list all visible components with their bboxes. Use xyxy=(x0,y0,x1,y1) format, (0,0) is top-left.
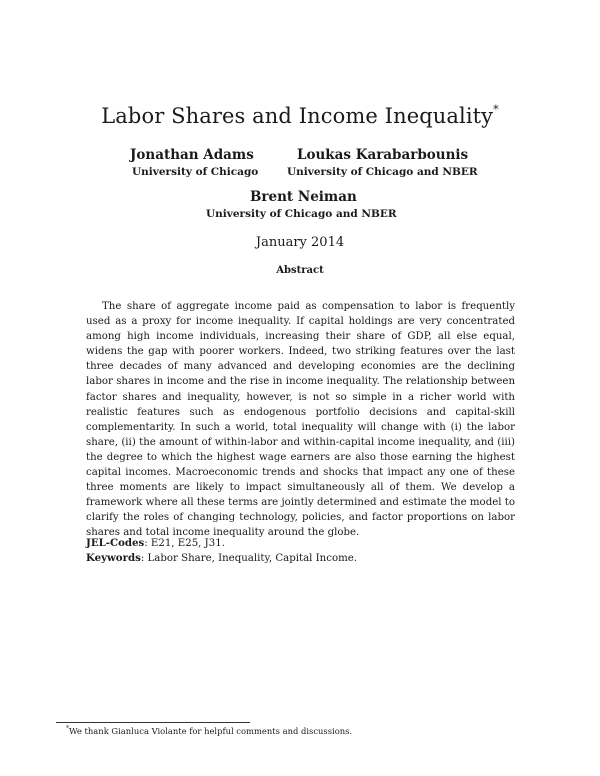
author-affiliation: University of Chicago and NBER xyxy=(206,208,397,220)
paper-date: January 2014 xyxy=(255,235,345,250)
title-footnote-mark: * xyxy=(493,103,499,116)
jel-codes-label: JEL-Codes xyxy=(86,537,145,549)
abstract-body: The share of aggregate income paid as compensation to labor is frequently used as a proxy for income inequality. If capital holdings are very concentrated among high income individuals, increasing their share of GDP, all else equal, widens the gap with poorer workers. Indeed, two striking features over the last three decades of many advanced and developing economies are the declining labor shares in income and the rise in income inequality. The relationship between factor shares and inequality, however, is not so simple in a richer world with realistic features such as endogenous portfolio decisions and capital-skill complementarity. In such a world, total inequality will change with (i) the labor share, (ii) the amount of within-labor and within-capital income inequality, and (iii) the degree to which the highest wage earners are also those earning the highest capital incomes. Macroeconomic trends and shocks that impact any one of these three moments are likely to impact simultaneously all of them. We develop a framework where all these terms are jointly determined and estimate the model to clarify the roles of changing technology, policies, and factor proportions on labor shares and total income inequality around the globe. xyxy=(86,301,515,539)
keywords-value: : Labor Share, Inequality, Capital Income. xyxy=(140,553,358,564)
abstract-heading: Abstract xyxy=(276,265,324,276)
keywords-label: Keywords xyxy=(86,552,141,564)
paper-title xyxy=(0,104,600,128)
jel-codes-value: : E21, E25, J31. xyxy=(144,538,225,549)
author-affiliation: University of Chicago and NBER xyxy=(287,166,478,178)
author-affiliation: University of Chicago xyxy=(132,166,259,178)
footnote xyxy=(66,725,352,736)
jel-codes-line xyxy=(86,537,225,549)
footnote-text: We thank Gianluca Violante for helpful comments and discussions. xyxy=(69,725,353,736)
author-name: Loukas Karabarbounis xyxy=(297,147,469,163)
author-name: Jonathan Adams xyxy=(130,147,254,163)
keywords-line xyxy=(86,552,357,564)
title-text: Labor Shares and Income Inequality xyxy=(101,104,494,128)
footnote-rule xyxy=(56,722,250,723)
footnote-mark: * xyxy=(66,725,69,732)
author-name: Brent Neiman xyxy=(250,189,357,205)
